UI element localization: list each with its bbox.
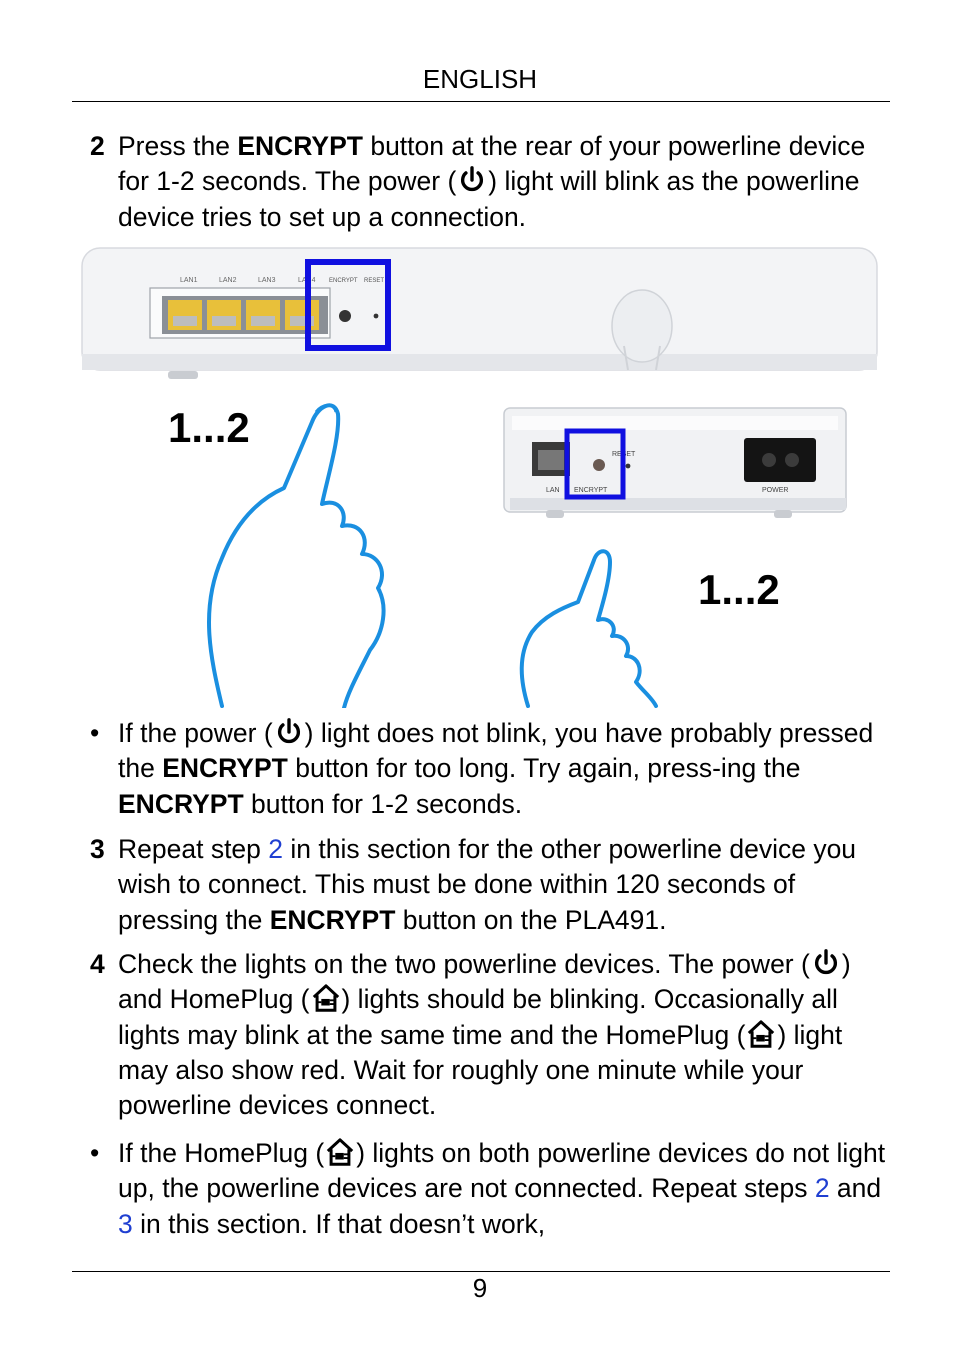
router-rear [82, 248, 877, 379]
router-lan1-label: LAN1 [180, 277, 198, 284]
power-icon [810, 948, 842, 978]
step-number: 2 [90, 131, 105, 161]
step-3 [90, 832, 890, 938]
step-text: Press the ENCRYPT button at the rear of your powerline device for 1-2 seconds. The power ( ) light will blink as the powerline device tries to set up a connection. [118, 131, 866, 232]
router-lan3-label: LAN3 [258, 277, 276, 284]
page-number: 9 [472, 1273, 488, 1303]
device-illustration [72, 236, 882, 708]
encrypt-keyword: ENCRYPT [118, 788, 244, 819]
footer-rule [72, 1271, 890, 1272]
step-number: 3 [90, 834, 105, 864]
power-icon [273, 717, 305, 747]
press-duration-label-2: 1...2 [698, 566, 780, 613]
homeplug-icon [745, 1019, 777, 1049]
encrypt-keyword: ENCRYPT [269, 904, 396, 935]
router-antenna-mount [612, 290, 672, 362]
step-2 [90, 129, 890, 235]
bullet-note-1 [90, 716, 890, 822]
page-header: ENGLISH [422, 64, 538, 94]
router-reset-label: RESET [364, 278, 385, 284]
bullet-text: If the power ( ) light does not blink, you have probably pressed the ENCRYPT button for too long. Try again, press-ing the ENCRYPT button for 1-2 seconds. [118, 718, 874, 819]
homeplug-icon [324, 1137, 356, 1167]
hand-icon [522, 551, 656, 706]
adapter-reset-label: RESET [612, 451, 636, 458]
step-4 [90, 947, 890, 1123]
adapter-encrypt-button [593, 459, 605, 471]
adapter-power-label: POWER [762, 487, 789, 494]
adapter-reset-hole [626, 464, 631, 469]
router-encrypt-button [339, 310, 351, 322]
encrypt-keyword: ENCRYPT [237, 131, 363, 161]
power-icon [456, 165, 488, 195]
router-reset-hole [374, 314, 379, 319]
header-rule [72, 101, 890, 102]
adapter-encrypt-label: ENCRYPT [574, 487, 608, 494]
bullet-marker: • [90, 718, 100, 748]
router-lan4-label: LAN4 [298, 277, 316, 284]
press-duration-label-1: 1...2 [168, 404, 250, 451]
step-2-link[interactable]: 2 [268, 834, 284, 864]
bullet-note-2 [90, 1136, 890, 1242]
step-text: Check the lights on the two powerline devices. The power ( ) and HomePlug ( ) lights should be blinking. Occasionally all lights may blink at the same time and the HomePlug ( ) light may also show red. Wait for roughly one minute while your powerline devices connect. [118, 949, 851, 1121]
adapter-lan-label: LAN [546, 487, 560, 494]
bullet-marker: • [90, 1138, 100, 1168]
bullet-text: If the HomePlug ( ) lights on both powerline devices do not light up, the powerline devices are not connected. Repeat steps 2 and 3 in this section. If that doesn’t work, [118, 1138, 886, 1239]
router-encrypt-label: ENCRYPT [329, 278, 358, 284]
step-number: 4 [90, 949, 105, 979]
step-3-link[interactable]: 3 [118, 1208, 133, 1239]
powerline-adapter [504, 408, 846, 518]
encrypt-keyword: ENCRYPT [162, 753, 288, 784]
router-lan2-label: LAN2 [219, 277, 237, 284]
step-2-link[interactable]: 2 [814, 1173, 830, 1204]
step-text: Repeat step 2 in this section for the other powerline device you wish to connect. This must be done within 120 seconds of pressing the ENCRYPT button on the PLA491. [118, 834, 857, 935]
adapter-power-socket [744, 438, 816, 482]
homeplug-icon [310, 983, 342, 1013]
